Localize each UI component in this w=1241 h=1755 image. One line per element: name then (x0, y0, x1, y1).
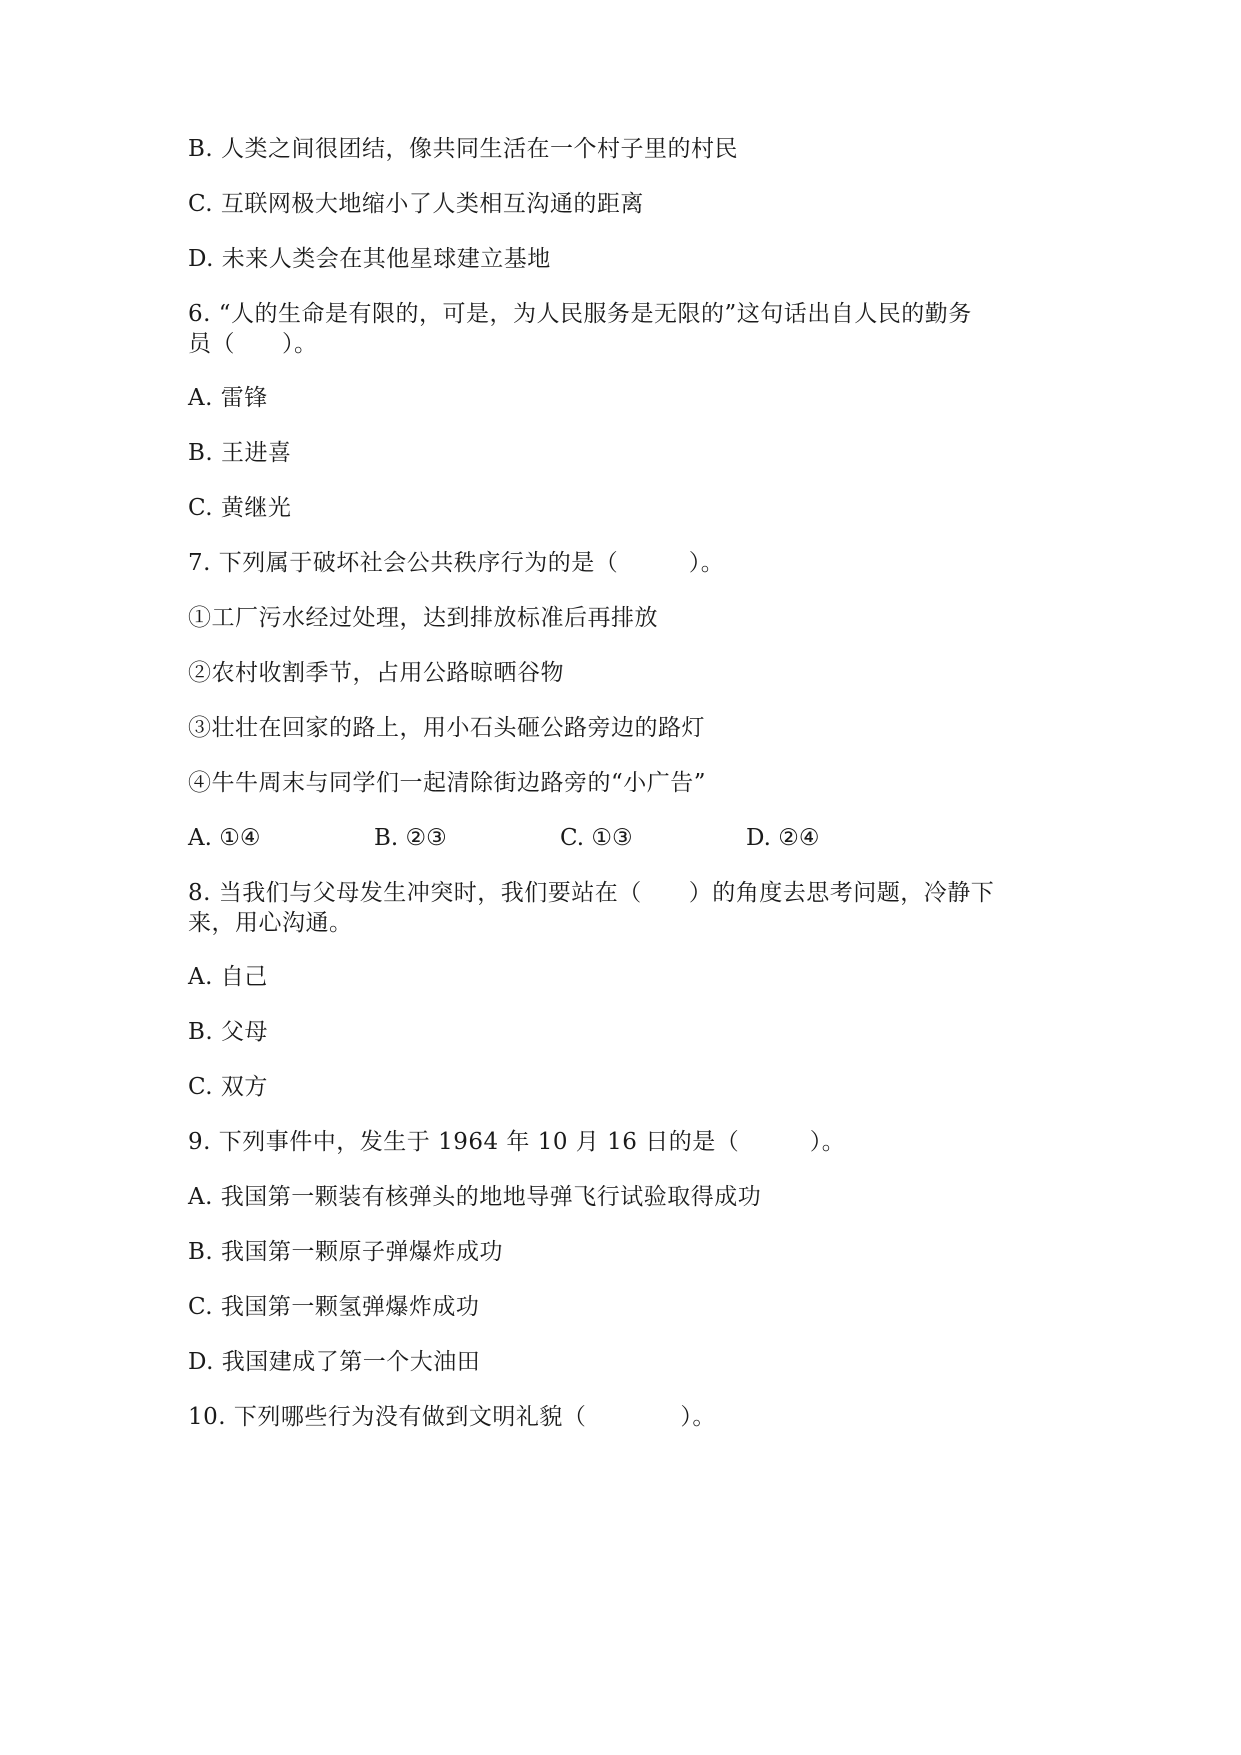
q6-stem-line1: 6. “人的生命是有限的，可是，为人民服务是无限的”这句话出自人民的勤务 (188, 301, 972, 327)
q7-item-4: ④牛牛周末与同学们一起清除街边路旁的“小广告” (188, 770, 707, 796)
q10-stem: 10. 下列哪些行为没有做到文明礼貌（ ）。 (188, 1404, 716, 1430)
q7-option-c: C. ①③ (560, 825, 633, 851)
q6-option-b: B. 王进喜 (188, 440, 292, 466)
q8-option-a: A. 自己 (188, 964, 268, 990)
q6-option-a: A. 雷锋 (188, 385, 268, 411)
q7-option-d: D. ②④ (746, 825, 820, 851)
q5-option-d: D. 未来人类会在其他星球建立基地 (188, 246, 551, 272)
q9-option-b: B. 我国第一颗原子弹爆炸成功 (188, 1239, 504, 1265)
q9-option-a: A. 我国第一颗装有核弹头的地地导弹飞行试验取得成功 (188, 1184, 762, 1210)
q6-stem-line2: 员（ ）。 (188, 331, 318, 357)
q7-stem: 7. 下列属于破坏社会公共秩序行为的是（ ）。 (188, 550, 725, 576)
q9-option-d: D. 我国建成了第一个大油田 (188, 1349, 481, 1375)
q8-option-b: B. 父母 (188, 1019, 269, 1045)
q9-option-c: C. 我国第一颗氢弹爆炸成功 (188, 1294, 480, 1320)
q9-stem: 9. 下列事件中，发生于 1964 年 10 月 16 日的是（ ）。 (188, 1129, 846, 1155)
q8-option-c: C. 双方 (188, 1074, 268, 1100)
q6-option-c: C. 黄继光 (188, 495, 292, 521)
q5-option-c: C. 互联网极大地缩小了人类相互沟通的距离 (188, 191, 644, 217)
q8-stem-line1: 8. 当我们与父母发生冲突时，我们要站在（ ）的角度去思考问题，冷静下 (188, 880, 995, 906)
q7-option-b: B. ②③ (374, 825, 447, 851)
q7-option-a: A. ①④ (188, 825, 261, 851)
q7-item-3: ③壮壮在回家的路上，用小石头砸公路旁边的路灯 (188, 715, 705, 741)
q7-item-1: ①工厂污水经过处理，达到排放标准后再排放 (188, 605, 658, 631)
q5-option-b: B. 人类之间很团结，像共同生活在一个村子里的村民 (188, 136, 739, 162)
q7-item-2: ②农村收割季节，占用公路晾晒谷物 (188, 660, 564, 686)
q8-stem-line2: 来，用心沟通。 (188, 910, 353, 936)
